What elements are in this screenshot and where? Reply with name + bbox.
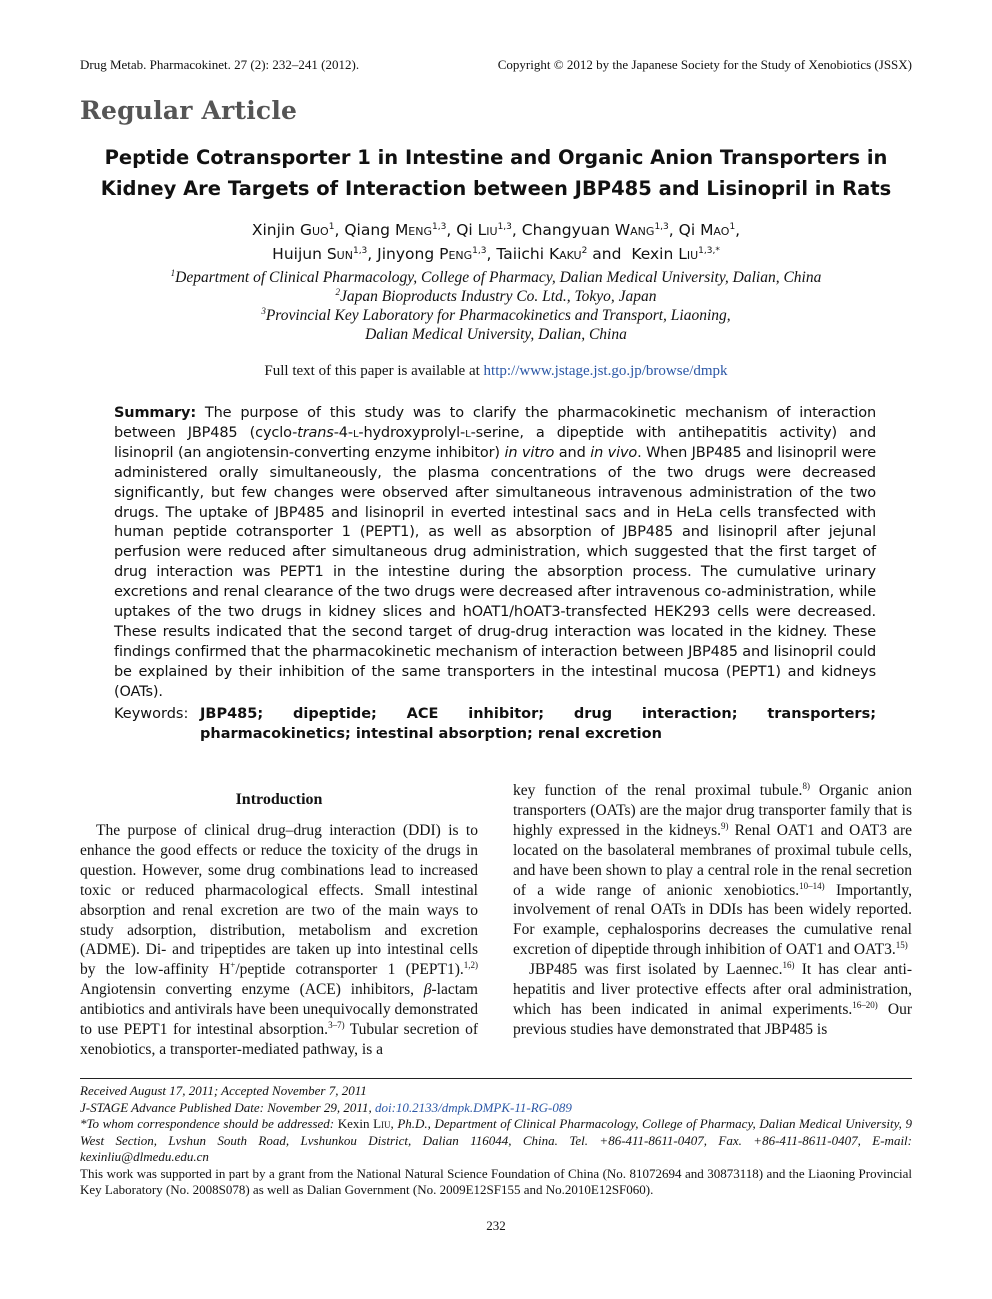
author: Taiichi Kaku$^2$	[496, 245, 588, 263]
affiliations	[80, 268, 912, 344]
summary-label: Summary:	[114, 405, 196, 421]
funding-note: This work was supported in part by a grant from the National Natural Science Foundation of China (No. 81072694 and 30873118) and the Liaoning Provincial Key Laboratory (No. 2008S078) as well as Dalian Government (No. 2009E12SF155 and No.2010E12SF060).	[80, 1165, 912, 1197]
affiliation: $^2$Japan Bioproducts Industry Co. Ltd., Tokyo, Japan	[335, 286, 657, 305]
author: Huijun Sun$^{1,3}$	[272, 245, 368, 263]
author: Kexin Liu$^{1,3,*}$	[631, 245, 720, 263]
body-column-right	[513, 781, 912, 1040]
page-number: 232	[486, 1218, 506, 1233]
author: Qi Liu$^{1,3}$	[456, 221, 512, 239]
author: Qi Mao$^1$	[678, 221, 736, 239]
affiliation: $^3$Provincial Key Laboratory for Pharmacokinetics and Transport, Liaoning,	[261, 305, 731, 324]
keywords	[114, 704, 876, 744]
title-line-2: Kidney Are Targets of Interaction between JBP485 and Lisinopril in Rats	[100, 177, 892, 200]
keywords-list: JBP485; dipeptide; ACE inhibitor; drug interaction; transporters; pharmacokinetics; intestinal absorption; renal excretion	[200, 706, 876, 742]
author: Qiang Meng$^{1,3}$	[344, 221, 447, 239]
author-line-1: Xinjin Guo$^1$, Qiang Meng$^{1,3}$, Qi Liu$^{1,3}$, Changyuan Wang$^{1,3}$, Qi Mao$^1$,	[251, 221, 741, 239]
body-column-left	[80, 821, 478, 1060]
footnote-divider	[80, 1078, 912, 1079]
paragraph: The purpose of clinical drug–drug interaction (DDI) is to enhance the good effects or reduce the toxicity of the drugs in question. However, some drug combinations lead to increased toxic or reduced pharmacological effects. Small intestinal absorption and renal excretion are two of the main ways to study adsorption, distribution, metabolism and excretion (ADME). Di- and tripeptides are taken up into intestinal cells by the low-affinity H+/peptide cotransporter 1 (PEPT1).$^{1,2)}$ Angiotensin converting enzyme (ACE) inhibitors, β-lactam antibiotics and antivirals have been unequivocally demonstrated to use PEPT1 for intestinal absorption.$^{3-7)}$ Tubular secretion of xenobiotics, a transporter-mediated pathway, is a	[80, 822, 479, 1058]
author: Changyuan Wang$^{1,3}$	[521, 221, 669, 239]
fulltext-notice: Full text of this paper is available at http://www.jstage.jst.go.jp/browse/dmpk	[264, 363, 728, 379]
copyright-notice: Copyright © 2012 by the Japanese Society for the Study of Xenobiotics (JSSX)	[497, 57, 912, 72]
paragraph: JBP485 was first isolated by Laennec.$^{16)}$ It has clear anti-hepatitis and liver protective effects after oral administration, which has been indicated in animal experiments.$^{16-20)}$ Our previous studies have demonstrated that JBP485 is	[513, 960, 912, 1038]
summary-abstract: Summary: The purpose of this study was to clarify the pharmacokinetic mechanism of interaction between JBP485 (cyclo-trans-4-l-hydroxyprolyl-l-serine, a dipeptide with antihepatitis activity) and lisinopril (an angiotensin-converting enzyme inhibitor) in vitro and in vivo. When JBP485 and lisinopril were administered orally simultaneously, the plasma concentrations of the two drugs were decreased significantly, but few changes were observed after simultaneous intravenous administration of the two drugs. The uptake of JBP485 and lisinopril in everted intestinal sacs and in HeLa cells transfected with human peptide cotransporter 1 (PEPT1), as well as absorption of JBP485 and lisinopril after jejunal perfusion were reduced after simultaneous drug administration, which suggested that the first target of drug interaction was PEPT1 in the intestine during the absorption process. The cumulative urinary excretions and renal clearance of the two drugs were decreased after intravenous co-administration, while uptakes of the two drugs in kidney slices and hOAT1/hOAT3-transfected HEK293 cells were decreased. These results indicated that the second target of drug-drug interaction was located in the kidney. These findings confirmed that the pharmacokinetic mechanism of interaction between JBP485 and lisinopril could be explained by their inhibition of the same transporters in the intestinal mucosa (PEPT1) and kidneys (OATs).	[114, 405, 877, 700]
title-line-1: Peptide Cotransporter 1 in Intestine and Organic Anion Transporters in	[104, 146, 888, 169]
article-title	[80, 142, 912, 204]
doi-link[interactable]: doi:10.2133/dmpk.DMPK-11-RG-089	[374, 1099, 572, 1115]
author-list	[80, 218, 912, 266]
footnotes	[80, 1083, 912, 1199]
affiliation: $^1$Department of Clinical Pharmacology, College of Pharmacy, Dalian Medical University, Dalian, China	[170, 267, 822, 286]
author: Xinjin Guo$^1$	[251, 221, 335, 239]
article-type-label: Regular Article	[80, 96, 298, 125]
fulltext-link[interactable]: http://www.jstage.jst.go.jp/browse/dmpk	[483, 363, 728, 379]
jstage-date: J-STAGE Advance Published Date: November 29, 2011, doi:10.2133/dmpk.DMPK-11-RG-089	[80, 1099, 572, 1115]
author: Jinyong Peng$^{1,3}$	[377, 245, 487, 263]
paragraph: key function of the renal proximal tubule.$^{8)}$ Organic anion transporters (OATs) are the major drug transporter family that is highly expressed in the kidneys.$^{9)}$ Renal OAT1 and OAT3 are located on the basolateral membranes of proximal tubule cells, and have been shown to play a central role in the renal secretion of a wide range of anionic xenobiotics.$^{10-14)}$ Importantly, involvement of renal OATs in DDIs has been widely reported. For example, cephalosporins decreases the cumulative renal excretion of dipeptide through inhibition of OAT1 and OAT3.$^{15)}$	[513, 780, 913, 959]
keywords-label: Keywords:	[114, 706, 189, 722]
author-line-2: Huijun Sun$^{1,3}$, Jinyong Peng$^{1,3}$, Taiichi Kaku$^2$ and Kexin Liu$^{1,3,*}$	[272, 245, 720, 263]
journal-citation: Drug Metab. Pharmacokinet. 27 (2): 232–241 (2012).	[80, 57, 360, 72]
affiliation: Dalian Medical University, Dalian, China	[365, 326, 627, 343]
received-dates: Received August 17, 2011; Accepted November 7, 2011	[80, 1083, 367, 1098]
introduction-heading: Introduction	[235, 791, 323, 808]
correspondence: *To whom correspondence should be addressed: Kexin Liu, Ph.D., Department of Clinical Pharmacology, College of Pharmacy, Dalian Medical University, 9 West Section, Lvshun South Road, Lvshunkou District, Dalian 116044, China. Tel. +86-411-8611-0407, Fax. +86-411-8611-0407, E-mail: kexinliu@dlmedu.edu.cn	[80, 1116, 912, 1164]
